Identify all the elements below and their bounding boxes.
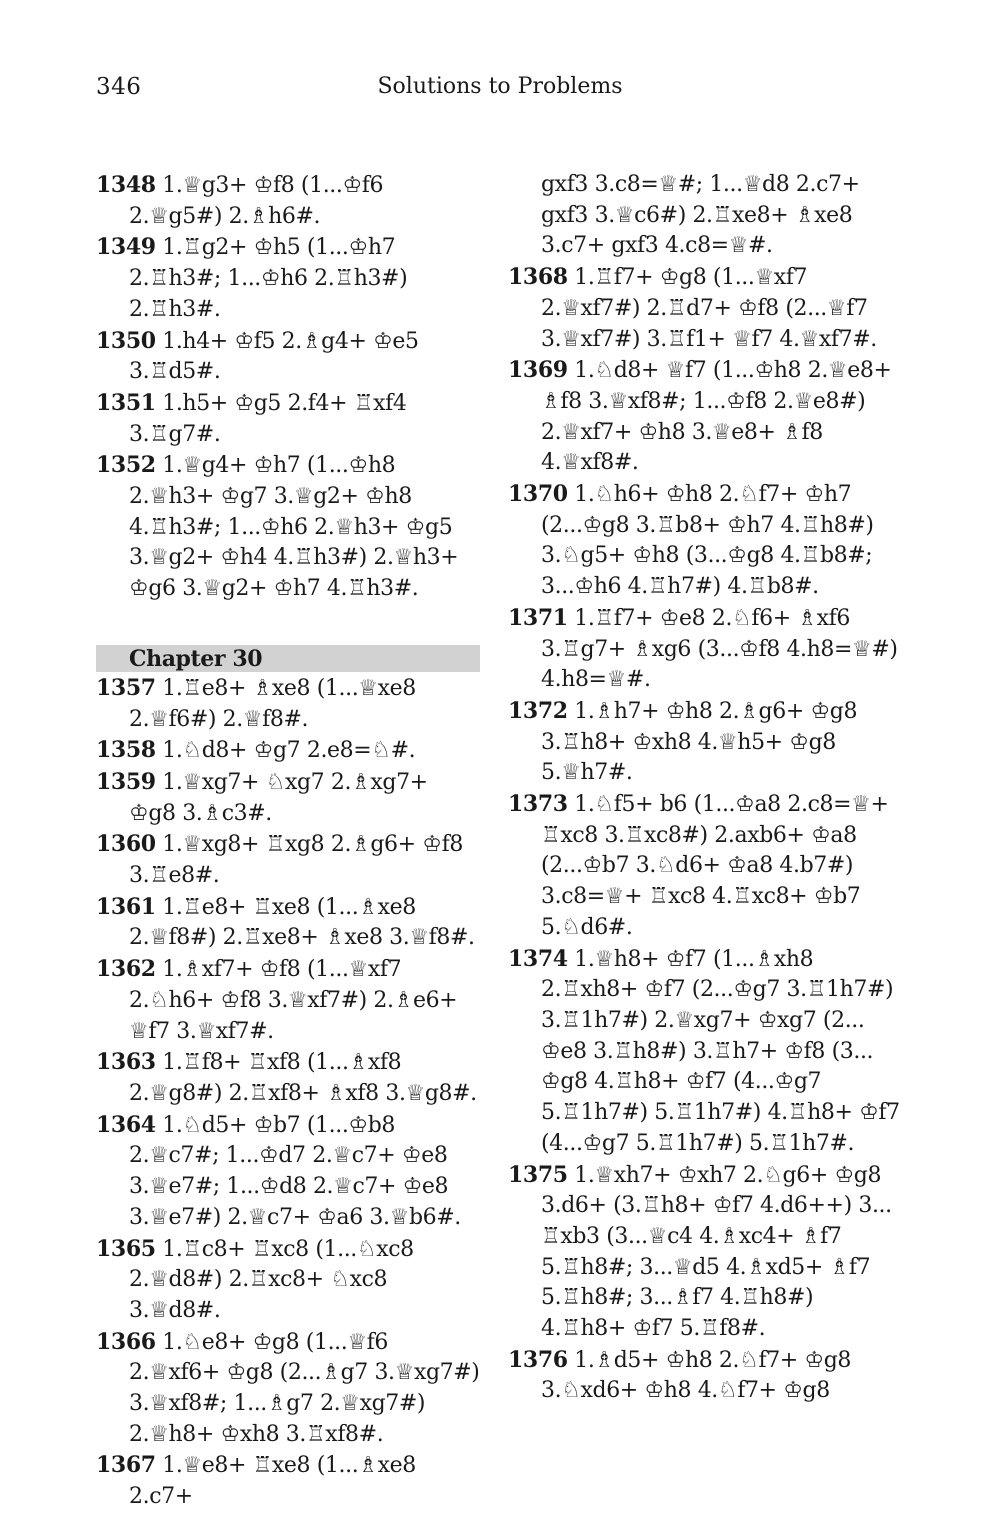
- left-column: [96, 170, 480, 1513]
- problem-number: 1376: [508, 1346, 568, 1373]
- solution-text: 1.♖f8+ ♖xf8 (1...♗xf8 2.♕g8#) 2.♖xf8+ ♗xf8 3.♕g8#.: [129, 1050, 477, 1106]
- problem-number: 1362: [96, 956, 156, 983]
- solution-entry: [96, 388, 480, 450]
- problem-number: 1369: [508, 357, 568, 384]
- solution-text: 1.♖f7+ ♔e8 2.♘f6+ ♗xf6 3.♖g7+ ♗xg6 (3...♔f8 4.h8=♕#) 4.h8=♕#.: [541, 605, 898, 693]
- page-number: 346: [96, 74, 142, 100]
- problem-number: 1364: [96, 1111, 156, 1138]
- solution-text: 1.♕xh7+ ♔xh7 2.♘g6+ ♔g8 3.d6+ (3.♖h8+ ♔f7 4.d6++) 3... ♖xb3 (3...♕c4 4.♗xc4+ ♗f7 5.♖h8#; 3...♕d5 4.♗xd5+ ♗f7 5.♖h8#; 3...♗f7 4.♖h8#) 4.♖h8+ ♔f7 5.♖f8#.: [541, 1162, 892, 1342]
- solution-entry: [508, 944, 900, 1160]
- solution-entry: [96, 170, 480, 232]
- problem-number: 1374: [508, 945, 568, 972]
- solution-entry: [508, 479, 900, 603]
- solution-text: 1.♘d8+ ♔g7 2.e8=♘#.: [155, 738, 416, 764]
- solution-entry: [96, 1110, 480, 1234]
- solution-entry: [96, 326, 480, 388]
- solution-text: 1.♕xg8+ ♖xg8 2.♗g6+ ♔f8 3.♖e8#.: [129, 832, 463, 889]
- solution-text: 1.♘h6+ ♔h8 2.♘f7+ ♔h7 (2...♔g8 3.♖b8+ ♔h7 4.♖h8#) 3.♘g5+ ♔h8 (3...♔g8 4.♖b8#; 3...♔h6 4.♖h7#) 4.♖b8#.: [541, 482, 874, 600]
- solution-entry: [96, 1450, 480, 1512]
- solution-text: 1.♕g4+ ♔h7 (1...♔h8 2.♕h3+ ♔g7 3.♕g2+ ♔h8 4.♖h3#; 1...♔h6 2.♕h3+ ♔g5 3.♕g2+ ♔h4 4.♖h3#) 2.♕h3+ ♔g6 3.♕g2+ ♔h7 4.♖h3#.: [129, 453, 459, 602]
- problem-number: 1372: [508, 697, 568, 724]
- solution-entry: [96, 767, 480, 829]
- solution-text: 1.♖f7+ ♔g8 (1...♕xf7 2.♕xf7#) 2.♖d7+ ♔f8 (2...♕f7 3.♕xf7#) 3.♖f1+ ♕f7 4.♕xf7#.: [541, 265, 877, 352]
- problem-number: 1367: [96, 1452, 156, 1479]
- solution-text: 1.♗d5+ ♔h8 2.♘f7+ ♔g8 3.♘xd6+ ♔h8 4.♘f7+ ♔g8: [541, 1347, 852, 1404]
- solution-text: 1.h5+ ♔g5 2.f4+ ♖xf4 3.♖g7#.: [129, 390, 407, 447]
- problem-number: 1352: [96, 452, 156, 479]
- solution-text: 1.♘d5+ ♔b7 (1...♔b8 2.♕c7#; 1...♔d7 2.♕c7+ ♔e8 3.♕e7#; 1...♔d8 2.♕c7+ ♔e8 3.♕e7#) 2.♕c7+ ♔a6 3.♕b6#.: [129, 1112, 461, 1230]
- solution-text: 1.♖g2+ ♔h5 (1...♔h7 2.♖h3#; 1...♔h6 2.♖h3#) 2.♖h3#.: [129, 235, 408, 322]
- solution-text: 1.♕xg7+ ♘xg7 2.♗xg7+ ♔g8 3.♗c3#.: [129, 769, 428, 826]
- section-spacer: [96, 605, 480, 645]
- running-title: Solutions to Problems: [377, 74, 623, 99]
- problem-number: 1358: [96, 737, 156, 764]
- problem-number: 1363: [96, 1049, 156, 1076]
- solution-text: 1.♗xf7+ ♔f8 (1...♕xf7 2.♘h6+ ♔f8 3.♕xf7#) 2.♗e6+ ♕f7 3.♕xf7#.: [129, 957, 458, 1044]
- solution-entry: [96, 954, 480, 1047]
- solution-entry: [508, 355, 900, 479]
- solution-entry: [96, 450, 480, 605]
- solution-entry: [96, 1234, 480, 1327]
- solution-text: 1.♗h7+ ♔h8 2.♗g6+ ♔g8 3.♖h8+ ♔xh8 4.♕h5+ ♔g8 5.♕h7#.: [541, 698, 858, 786]
- solution-entry: [508, 1345, 900, 1407]
- page-header: [0, 74, 1000, 108]
- problem-number: 1351: [96, 389, 156, 416]
- solution-entry: [508, 262, 900, 355]
- problem-number: 1349: [96, 234, 156, 261]
- solution-text: 1.♖e8+ ♖xe8 (1...♗xe8 2.♕f8#) 2.♖xe8+ ♗xe8 3.♕f8#.: [129, 894, 475, 951]
- solution-text: 1.♕e8+ ♖xe8 (1...♗xe8 2.c7+: [129, 1453, 416, 1510]
- solution-text: 1.♖e8+ ♗xe8 (1...♕xe8 2.♕f6#) 2.♕f8#.: [129, 675, 416, 732]
- problem-number: 1360: [96, 831, 156, 858]
- solution-text: 1.♕g3+ ♔f8 (1...♔f6 2.♕g5#) 2.♗h6#.: [129, 173, 384, 229]
- solution-text: 1.♘f5+ b6 (1...♔a8 2.c8=♕+ ♖xc8 3.♖xc8#) 2.axb6+ ♔a8 (2...♔b7 3.♘d6+ ♔a8 4.b7#) 3.c8=♕+ ♖xc8 4.♖xc8+ ♔b7 5.♘d6#.: [541, 792, 889, 940]
- solution-text: 1.♘e8+ ♔g8 (1...♕f6 2.♕xf6+ ♔g8 (2...♗g7 3.♕xg7#) 3.♕xf8#; 1...♗g7 2.♕xg7#) 2.♕h8+ ♔xh8 3.♖xf8#.: [129, 1329, 480, 1447]
- problem-number: 1370: [508, 481, 568, 508]
- problem-number: 1365: [96, 1235, 156, 1262]
- problem-number: 1368: [508, 264, 568, 291]
- solution-entry: [96, 735, 480, 767]
- chapter-heading: Chapter 30: [96, 645, 480, 672]
- problem-number: 1359: [96, 768, 156, 795]
- problem-number: 1366: [96, 1328, 156, 1355]
- solution-entry: [508, 789, 900, 944]
- problem-number: 1361: [96, 893, 156, 920]
- problem-number: 1375: [508, 1161, 568, 1188]
- solution-text: 1.h4+ ♔f5 2.♗g4+ ♔e5 3.♖d5#.: [129, 328, 419, 385]
- solution-entry: [508, 696, 900, 789]
- problem-number: 1373: [508, 791, 568, 818]
- solution-entry: [96, 1047, 480, 1109]
- problem-number: 1348: [96, 172, 156, 198]
- solution-entry: [96, 1327, 480, 1451]
- problem-number: 1357: [96, 674, 156, 701]
- solution-text: 1.♕h8+ ♔f7 (1...♗xh8 2.♖xh8+ ♔f7 (2...♔g7 3.♖1h7#) 3.♖1h7#) 2.♕xg7+ ♔xg7 (2... ♔e8 3.♖h8#) 3.♖h7+ ♔f8 (3... ♔g8 4.♖h8+ ♔f7 (4...♔g7 5.♖1h7#) 5.♖1h7#) 4.♖h8+ ♔f7 (4...♔g7 5.♖1h7#) 5.♖1h7#.: [541, 946, 900, 1156]
- solution-entry: [508, 603, 900, 696]
- solution-entry: [96, 892, 480, 954]
- solution-text: 1.♖c8+ ♖xc8 (1...♘xc8 2.♕d8#) 2.♖xc8+ ♘xc8 3.♕d8#.: [129, 1236, 414, 1323]
- solution-text: 1.♘d8+ ♕f7 (1...♔h8 2.♕e8+ ♗f8 3.♕xf8#; 1...♔f8 2.♕e8#) 2.♕xf7+ ♔h8 3.♕e8+ ♗f8 4.♕xf8#.: [541, 358, 892, 476]
- problem-number: 1371: [508, 604, 568, 631]
- solution-entry: [96, 673, 480, 735]
- problem-number: 1350: [96, 327, 156, 354]
- solution-continuation: gxf3 3.c8=♕#; 1...♕d8 2.c7+ gxf3 3.♕c6#) 2.♖xe8+ ♗xe8 3.c7+ gxf3 4.c8=♕#.: [541, 172, 860, 259]
- solution-entry: [96, 829, 480, 891]
- solution-entry: [96, 232, 480, 325]
- solution-entry: [508, 1160, 900, 1345]
- right-column: [508, 170, 900, 1407]
